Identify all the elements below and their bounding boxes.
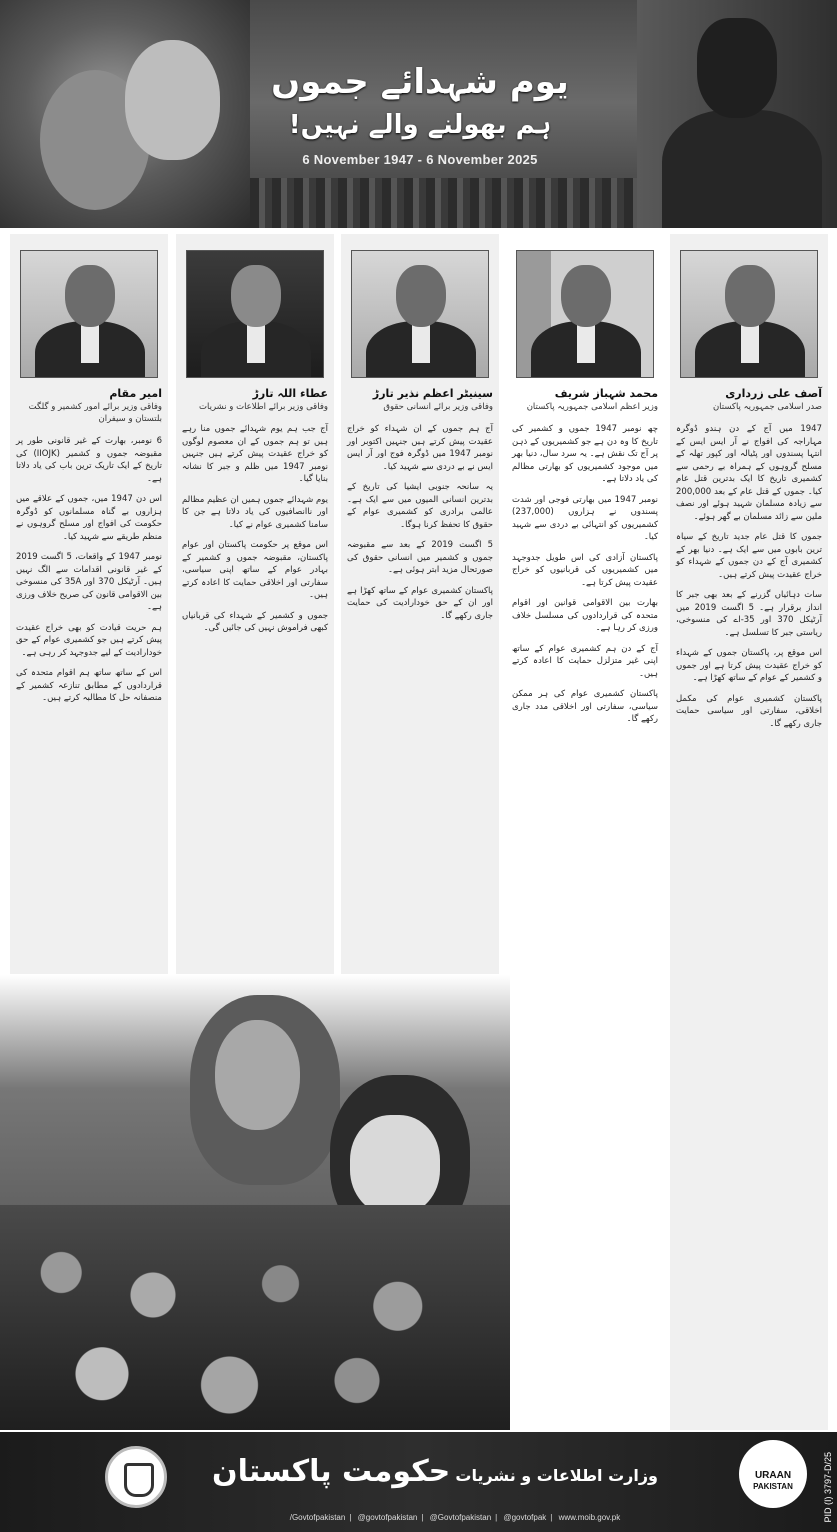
portrait-kashmir-affairs-minister	[20, 250, 158, 378]
collage-figure-woman-face	[215, 1020, 300, 1130]
profile-column-human-rights-minister	[341, 234, 499, 974]
message-paragraph: پاکستان کشمیری عوام کے ساتھ کھڑا ہے اور ان کے حق خودارادیت کی حمایت جاری رکھے گا۔	[347, 585, 493, 621]
portrait-head	[561, 265, 611, 327]
website-link[interactable]: www.moib.gov.pk	[558, 1513, 621, 1522]
facebook-link[interactable]: /Govtofpakistan	[289, 1513, 346, 1522]
message-paragraph: سات دہائیاں گزرنے کے بعد بھی جبر کا انداز برقرار ہے۔ 5 اگست 2019 میں آرٹیکل 370 اور 35-اے کی منسوخی، ریاستی جبر کا تسلسل ہے۔	[676, 590, 823, 638]
profile-name: آصف علی زرداری	[725, 387, 822, 400]
message-paragraph: 6 نومبر، بھارت کے غیر قانونی طور پر مقبوضہ جموں و کشمیر (IIOJK) کی تاریخ کے ایک تاریک ترین باب کی یاد دلاتا ہے۔	[16, 436, 162, 484]
portrait-information-minister	[186, 250, 324, 378]
profile-name: عطاء اللہ تارڑ	[252, 387, 328, 400]
state-emblem-icon	[105, 1446, 167, 1508]
footer-government: حکومت پاکستان	[211, 1454, 451, 1489]
banner-dates: 6 November 1947 - 6 November 2025	[302, 152, 538, 167]
message-paragraph: نومبر 1947 کے واقعات، 5 اگست 2019 کے غیر قانونی اقدامات سے الگ نہیں ہیں۔ آرٹیکل 370 اور 35A کی منسوخی بین الاقوامی قانون کی صریح خلاف ورزی ہے۔	[16, 552, 163, 612]
portrait-collar	[247, 323, 265, 363]
message-paragraph: اس موقع پر، پاکستان جموں کے شہداء کو خراج عقیدت پیش کرتا ہے اور جموں و کشمیر کے عوام کے ساتھ کھڑا ہے۔	[676, 648, 822, 683]
collage-figure-bandage	[350, 1115, 440, 1215]
profile-column-president	[670, 234, 828, 1430]
banner-subtitle: ہم بھولنے والے نہیں!	[288, 110, 552, 140]
pid-code: PID (I) 3797-D/25	[823, 1452, 833, 1523]
portrait-head	[725, 265, 775, 327]
social-links: /Govtofpakistan | @govtofpakistan | @Govtofpakistan | @govtofpak | www.moib.gov.pk	[289, 1513, 621, 1522]
photo-figure-soldier-body	[662, 110, 822, 228]
message-paragraph: پاکستان کشمیری عوام کی مکمل اخلاقی، سفارتی اور سیاسی حمایت جاری رکھے گا۔	[676, 693, 822, 729]
portrait-collar	[577, 323, 595, 363]
message-paragraph: اس دن 1947 میں، جموں کے علاقے میں ہزاروں بے گناہ مسلمانوں کو ڈوگرہ حکومت کی افواج اور مسلح گروہوں نے منظم طریقے سے شہید کیا۔	[16, 494, 163, 542]
portrait-head	[396, 265, 446, 327]
message-paragraph: پاکستان کشمیری عوام کی ہر ممکن سیاسی، سفارتی اور اخلاقی مدد جاری رکھے گا۔	[512, 689, 658, 724]
profile-title: صدر اسلامی جمہوریہ پاکستان	[712, 402, 822, 412]
x-link[interactable]: @Govtofpakistan	[429, 1513, 492, 1522]
message-paragraph: چھ نومبر 1947 جموں و کشمیر کی تاریخ کا وہ دن ہے جو کشمیریوں کے ذہن پر آج تک نقش ہے۔ یہ سرد سال، دنیا بھر میں موجود کشمیریوں کو بھارتی مظالم کی یاد دلاتا ہے۔	[512, 424, 658, 484]
photo-collage	[0, 975, 510, 1430]
portrait-president	[680, 250, 818, 378]
message-paragraph: جموں کا قتل عام جدید تاریخ کے سیاہ ترین بابوں میں سے ایک ہے۔ دنیا بھر کے کشمیری آج کے دن جموں کے شہداء کو خراج عقیدت پیش کرتے ہیں۔	[676, 532, 822, 580]
message-paragraph: یوم شہدائے جموں ہمیں ان عظیم مظالم اور ناانصافیوں کی یاد دلاتا ہے جن کا سامنا کشمیری عوام نے کیا۔	[182, 494, 328, 530]
footer	[0, 1432, 837, 1532]
footer-ministry: وزارت اطلاعات و نشریات	[455, 1466, 658, 1485]
portrait-human-rights-minister	[351, 250, 489, 378]
portrait-collar	[741, 323, 759, 363]
message-paragraph: جموں و کشمیر کے شہداء کی قربانیاں کبھی فراموش نہیں کی جائیں گی۔	[182, 610, 328, 633]
photo-figure-soldier-head	[697, 18, 777, 118]
collage-crowd	[0, 1205, 510, 1430]
profile-title: وفاقی وزیر برائے امور کشمیر و گلگت بلتستان و سیفران	[28, 402, 162, 424]
profile-name: سینیٹر اعظم نذیر تارڑ	[372, 387, 493, 400]
photo-figure-child	[125, 40, 220, 160]
uraan-logo-line1: URAAN	[754, 1470, 792, 1481]
profile-title: وزیر اعظم اسلامی جمہوریہ پاکستان	[526, 402, 658, 412]
portrait-head	[65, 265, 115, 327]
message-paragraph: آج جب ہم یوم شہدائے جموں منا رہے ہیں تو ہم جموں کے ان معصوم لوگوں کو خراج عقیدت پیش کرتے ہیں جنہیں نومبر 1947 میں ظلم و جبر کا نشانہ بنایا گیا۔	[182, 424, 328, 484]
footer-government-block	[180, 1452, 700, 1492]
profile-column-prime-minister	[506, 234, 664, 1430]
message-paragraph: آج کے دن ہم کشمیری عوام کے ساتھ اپنی غیر متزلزل حمایت کا اعادہ کرتے ہیں۔	[512, 643, 658, 679]
message-paragraph: اس کے ساتھ ساتھ ہم اقوام متحدہ کی قراردادوں کے مطابق تنازعہ کشمیر کے منصفانہ حل کا مطالبہ کرتے ہیں۔	[16, 668, 162, 703]
message-paragraph: پاکستان آزادی کی اس طویل جدوجہد میں کشمیریوں کی قربانیوں کو خراج عقیدت پیش کرتا ہے۔	[512, 552, 658, 588]
message-paragraph: اس موقع پر حکومت پاکستان اور عوام پاکستان، مقبوضہ جموں و کشمیر کے بہادر عوام کے ساتھ اپنی سیاسی، سفارتی اور اخلاقی حمایت کا اعادہ کرتے ہیں۔	[182, 540, 328, 600]
uraan-logo-line2: PAKISTAN	[753, 1482, 793, 1491]
profile-column-kashmir-affairs-minister	[10, 234, 168, 974]
message-paragraph: یہ سانحہ جنوبی ایشیا کی تاریخ کے بدترین انسانی المیوں میں سے ایک ہے۔ عالمی برادری کو کشمیری عوام کے حقوق کا تحفظ کرنا ہوگا۔	[347, 482, 493, 530]
profile-name: محمد شہباز شریف	[554, 387, 658, 400]
banner-photo-mother-child	[0, 0, 250, 228]
profile-name: امیر مقام	[109, 387, 162, 400]
banner-photo-soldier	[637, 0, 837, 228]
portrait-prime-minister	[516, 250, 654, 378]
message-paragraph: بھارت بین الاقوامی قوانین اور اقوام متحدہ کی قراردادوں کی مسلسل خلاف ورزی کر رہا ہے۔	[512, 598, 658, 633]
message-paragraph: آج ہم جموں کے ان شہداء کو خراج عقیدت پیش کرتے ہیں جنہیں اکتوبر اور نومبر 1947 میں ڈوگرہ فوج اور آر ایس ایس نے بے دردی سے شہید کیا۔	[347, 424, 493, 472]
profile-title: وفاقی وزیر برائے انسانی حقوق	[383, 402, 493, 412]
portrait-head	[231, 265, 281, 327]
message-paragraph: نومبر 1947 میں بھارتی فوجی اور شدت پسندوں نے ہزاروں (237,000) کشمیریوں کو انتہائی بے دردی سے شہید کیا۔	[512, 494, 658, 542]
portrait-collar	[412, 323, 430, 363]
portrait-collar	[81, 323, 99, 363]
profile-column-information-minister	[176, 234, 334, 974]
banner-title: یوم شہدائے جموں	[271, 62, 569, 102]
message-paragraph: 5 اگست 2019 کے بعد سے مقبوضہ جموں و کشمیر میں انسانی حقوق کی صورتحال مزید ابتر ہوئی ہے۔	[347, 540, 493, 575]
instagram-link[interactable]: @govtofpakistan	[357, 1513, 418, 1522]
uraan-pakistan-logo	[739, 1440, 807, 1508]
message-paragraph: 1947 میں آج کے دن ہندو ڈوگرہ مہاراجہ کی افواج نے آر ایس ایس کے انتہا پسندوں اور پٹیالہ اور کپور تھلہ کے مسلح گروہوں کے ہمراہ بے رحمی سے کشمیری تاریخ کا ایک بدترین قتل عام کیا۔ جموں کے قتل عام کے بعد 200,000 سے زیادہ مسلمان شہید ہوئے اور نصف ملین سے زائد مسلمان بے گھر ہوئے۔	[676, 424, 822, 522]
youtube-link[interactable]: @govtofpak	[503, 1513, 547, 1522]
profile-title: وفاقی وزیر برائے اطلاعات و نشریات	[198, 402, 328, 412]
banner-photo-crowd	[250, 178, 637, 228]
banner-title-block	[240, 62, 600, 167]
header-banner	[0, 0, 837, 228]
message-paragraph: ہم حریت قیادت کو بھی خراج عقیدت پیش کرتے ہیں جو کشمیری عوام کے حق خودارادیت کے لیے جدوجہد کر رہی ہے۔	[16, 622, 162, 658]
